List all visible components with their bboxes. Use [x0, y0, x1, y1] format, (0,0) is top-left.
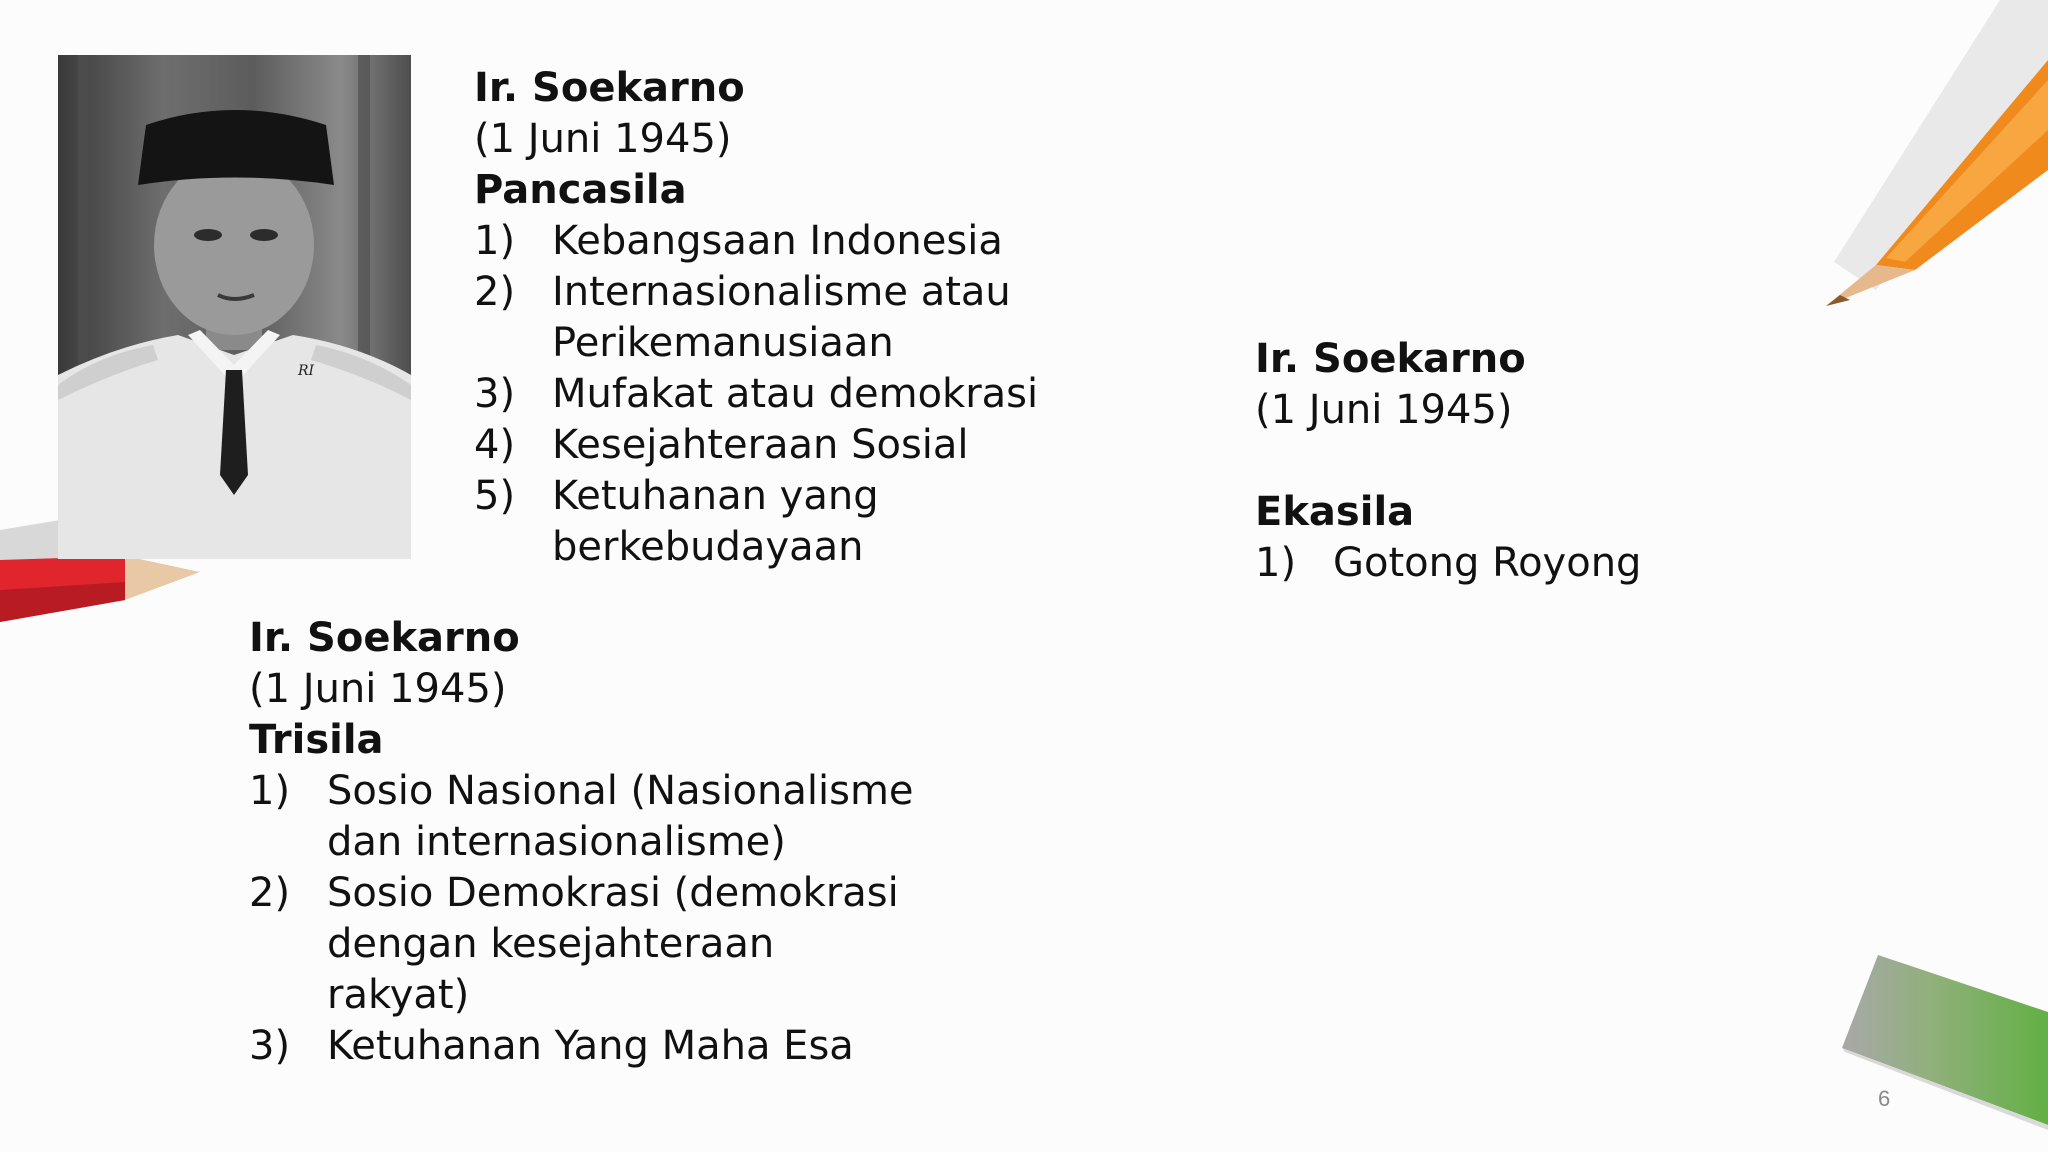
list-item	[474, 267, 1074, 369]
list-item	[474, 216, 1074, 267]
list-item	[1255, 538, 1775, 589]
orange-pencil-icon	[1826, 0, 2048, 306]
trisila-title: Trisila	[249, 717, 384, 763]
list-text: Ketuhanan yang	[552, 473, 879, 519]
slide-number: 6	[1878, 1086, 1891, 1111]
portrait-photo-icon	[58, 55, 411, 559]
portrait-photo	[58, 55, 411, 559]
list-text: Internasionalisme atau	[552, 269, 1011, 315]
list-item	[474, 420, 1074, 471]
svg-text:RI: RI	[298, 363, 315, 379]
spacer	[1255, 436, 1775, 487]
list-text: Gotong Royong	[1333, 540, 1642, 586]
list-item	[249, 766, 949, 868]
ekasila-date: (1 Juni 1945)	[1255, 387, 1513, 433]
pancasila-block	[474, 63, 1074, 573]
list-item	[249, 1021, 949, 1072]
list-item	[474, 471, 1074, 573]
list-number: 1)	[249, 768, 291, 814]
list-number: 1)	[1255, 540, 1297, 586]
list-text: Ketuhanan Yang Maha Esa	[327, 1023, 854, 1069]
list-text: Sosio Demokrasi (demokrasi	[327, 870, 899, 916]
ekasila-name: Ir. Soekarno	[1255, 336, 1526, 382]
pancasila-name: Ir. Soekarno	[474, 65, 745, 111]
list-text: Perikemanusiaan	[552, 320, 894, 366]
list-text: dan internasionalisme)	[327, 819, 786, 865]
list-number: 3)	[474, 371, 516, 417]
ekasila-title: Ekasila	[1255, 489, 1415, 535]
list-text: Mufakat atau demokrasi	[552, 371, 1039, 417]
list-number: 4)	[474, 422, 516, 468]
list-text: dengan kesejahteraan	[327, 921, 775, 967]
list-item	[249, 868, 949, 1021]
trisila-block	[249, 613, 949, 1072]
ekasila-block	[1255, 334, 1775, 589]
green-pencil-icon	[1842, 955, 2048, 1130]
list-text: Kebangsaan Indonesia	[552, 218, 1003, 264]
list-text: Kesejahteraan Sosial	[552, 422, 969, 468]
list-number: 2)	[474, 269, 516, 315]
list-number: 5)	[474, 473, 516, 519]
list-text: rakyat)	[327, 972, 470, 1018]
list-number: 1)	[474, 218, 516, 264]
list-number: 2)	[249, 870, 291, 916]
list-text: berkebudayaan	[552, 524, 864, 570]
trisila-date: (1 Juni 1945)	[249, 666, 507, 712]
list-item	[474, 369, 1074, 420]
pancasila-date: (1 Juni 1945)	[474, 116, 732, 162]
pancasila-title: Pancasila	[474, 167, 687, 213]
list-number: 3)	[249, 1023, 291, 1069]
list-text: Sosio Nasional (Nasionalisme	[327, 768, 914, 814]
trisila-name: Ir. Soekarno	[249, 615, 520, 661]
